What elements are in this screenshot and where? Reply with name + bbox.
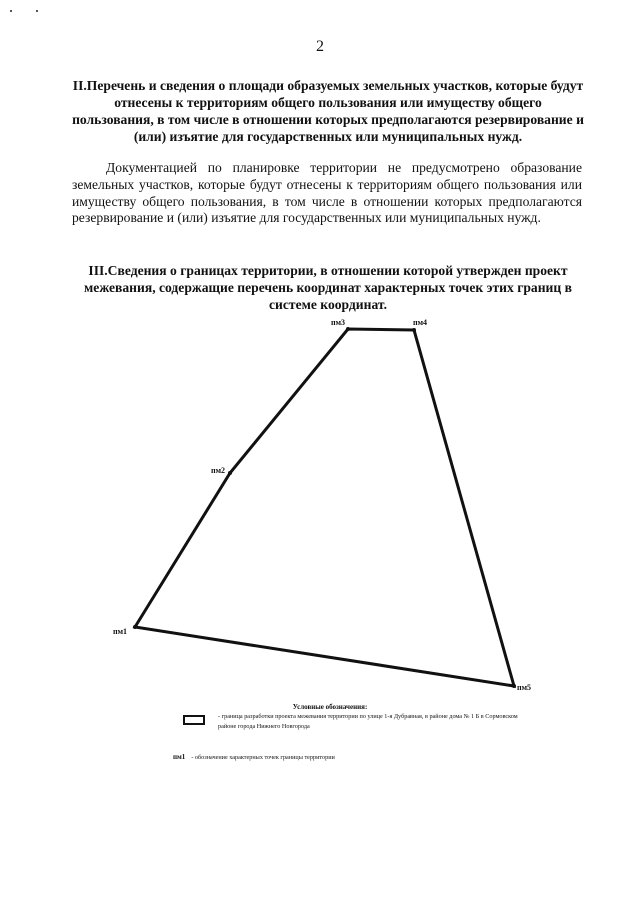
point-pm1-marker: [133, 625, 137, 629]
point-label-pm2: пм2: [211, 466, 226, 475]
point-pm3-marker: [346, 327, 350, 331]
legend-boundary-symbol: [183, 715, 205, 725]
point-label-pm5: пм5: [517, 683, 532, 692]
legend-point-desc: - обозначение характерных точек границы территории: [191, 754, 335, 761]
legend-points: [173, 753, 335, 761]
section-3-heading: III.Сведения о границах территории, в отношении которой утвержден проект межевания, содержащие перечень координат характерных точек этих границ в системе координат.: [84, 263, 572, 312]
point-pm5-marker: [512, 684, 516, 688]
point-label-pm1: пм1: [113, 627, 128, 636]
point-label-pm4: пм4: [413, 318, 428, 327]
territory-boundary: [135, 329, 514, 686]
point-pm4-marker: [412, 328, 416, 332]
point-label-pm3: пм3: [331, 318, 346, 327]
section-2-heading: II.Перечень и сведения о площади образуемых земельных участков, которые будут отнесены к территориям общего пользования или имуществу общего пользования, в том числе в отношении которых предполагаются резервирование и (или) изъятие для государственных или муниципальных нужд.: [72, 78, 584, 144]
legend-title: Условные обозначения:: [292, 703, 368, 711]
legend-point-symbol: пм1: [173, 753, 186, 761]
point-pm2-marker: [228, 471, 232, 475]
section-2-body: Документацией по планировке территории не предусмотрено образование земельных участков, которые будут отнесены к территориям общего пользования или имуществу общего пользования, в том числе в отношении которых предполагаются резервирование и (или) изъятие для государственных или муниципальных нужд.: [72, 160, 582, 226]
page-number: 2: [316, 38, 324, 55]
legend-boundary-desc: - граница разработки проекта межевания территории по улице 1-я Дубравная, в районе дома № 1 Б в Сормовском районе города Нижнего Новгорода: [218, 713, 518, 730]
